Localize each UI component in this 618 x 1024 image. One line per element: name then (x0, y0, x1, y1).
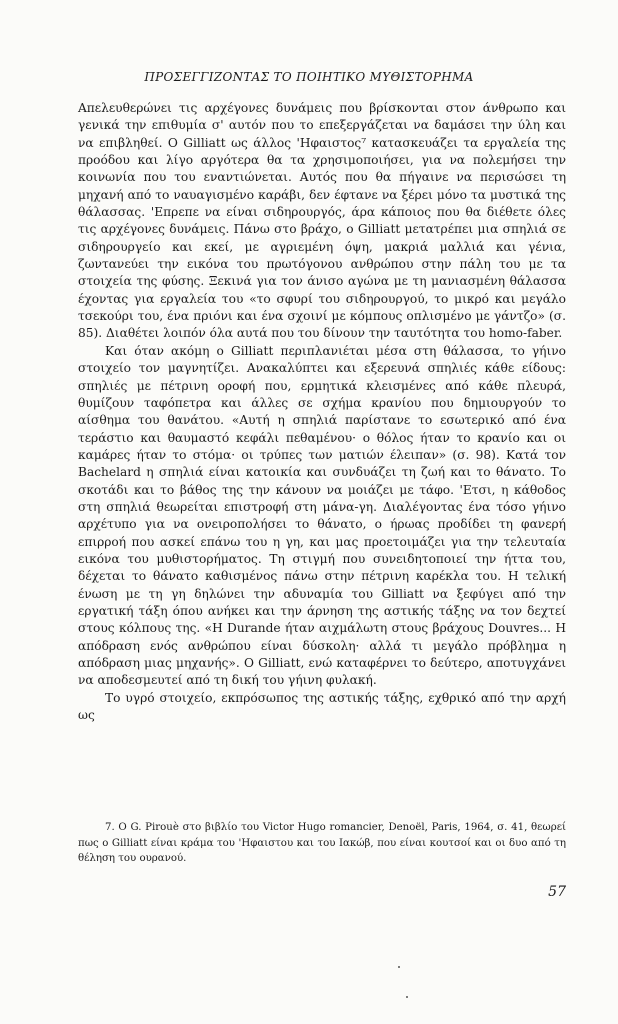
body-text (78, 100, 566, 724)
paragraph-2: Και όταν ακόμη ο Gilliatt περιπλανιέται μέσα στη θάλασσα, το γήινο στοιχείο τον μαγνητίζει. Ανακαλύπτει και εξερευνά σπηλιές κάθε είδους: σπηλιές με πέτρινη οροφή που, ερμητικά κλεισμένες από κάθε πλευρά, θυμίζουν ταφόπετρα και άλλες σε σχήμα κρανίου που δημιουργούν το αίσθημα του θανάτου. «Αυτή η σπηλιά παρίστανε το εσωτερικό από ένα τεράστιο και θαυμαστό κεφάλι πεθαμένου· ο θόλος ήταν το κρανίο και οι καμάρες ήταν το στόμα· οι τρύπες των ματιών έλειπαν» (σ. 98). Κατά τον Bachelard η σπηλιά είναι κατοικία και συνδυάζει τη ζωή και το θάνατο. Το σκοτάδι και το βάθος της την κάνουν να μοιάζει με τάφο. 'Ετσι, η κάθοδος στη σπηλιά θεωρείται επιστροφή στη μάνα-γη. Διαλέγοντας ένα τόσο γήινο αρχέτυπο για να ονειροπολήσει το θάνατο, ο ήρωας προδίδει τη φανερή επιρροή που ασκεί επάνω του η γη, και μας προετοιμάζει για την τελευταία εικόνα του μυθιστορήματος. Τη στιγμή που συνειδητοποιεί την ήττα του, δέχεται το θάνατο καθισμένος πάνω στην πέτρινη καρέκλα του. Η τελική ένωση με τη γη δηλώνει την αδυναμία του Gilliatt να ξεφύγει από την εργατική τάξη όπου ανήκει και την άρνηση της αστικής τάξης να τον δεχτεί στους κόλπους της. «Η Durande ήταν αιχμάλωτη στους βράχους Douvres... Η απόδραση ενός ανθρώπου είναι δύσκολη· αλλά τι μεγάλο πρόβλημα η απόδραση μιας μηχανής». Ο Gilliatt, ενώ καταφέρνει το δεύτερο, αποτυγχάνει να αποδεσμευτεί από τη δική του γήινη φυλακή. (78, 343, 566, 688)
running-header: ΠΡΟΣΕΓΓΙΖΟΝΤΑΣ ΤΟ ΠΟΙΗΤΙΚΟ ΜΥΘΙΣΤΟΡΗΜΑ (144, 70, 474, 84)
page-number: 57 (548, 884, 566, 900)
scan-speck (406, 996, 408, 998)
scan-speck (398, 966, 400, 968)
footnote-7: 7. Ο G. Pirouè στο βιβλίο του Victor Hugo romancier, Denoël, Paris, 1964, σ. 41, θεωρεί πως ο Gilliatt είναι κράμα του 'Ηφαιστου και του Ιακώβ, που είναι κουτσοί και οι δυο από τη θέληση του ουρανού. (78, 822, 566, 864)
paragraph-1: Απελευθερώνει τις αρχέγονες δυνάμεις που βρίσκονται στον άνθρωπο και γενικά την επιθυμία σ' αυτόν που το επεξεργάζεται να δαμάσει την ύλη και να επιβληθεί. Ο Gilliatt ως άλλος 'Ηφαιστος⁷ κατασκευάζει τα εργαλεία της προόδου και λίγο αργότερα θα τα χρησιμοποιήσει, για να πολεμήσει την κοινωνία που του εναντιώνεται. Αυτός που θα πήγαινε να περισώσει τη μηχανή από το ναυαγισμένο καράβι, δεν έφτανε να ξέρει μόνο τα μυστικά της θάλασσας. 'Επρεπε να είναι σιδηρουργός, άρα κάποιος που θα διέθετε όλες τις αρχέγονες δυνάμεις. Πάνω στο βράχο, ο Gilliatt μετατρέπει μια σπηλιά σε σιδηρουργείο και εκεί, με αγριεμένη όψη, μακριά μαλλιά και γένια, ζωντανεύει την εικόνα του πρωτόγονου ανθρώπου στην πάλη του με τα στοιχεία της φύσης. Ξεκινά για τον άνισο αγώνα με τη μανιασμένη θάλασσα έχοντας για εργαλεία του «το σφυρί του σιδηρουργού, το μικρό και μεγάλο τσεκούρι του, ένα πριόνι και ένα σχοινί με κόμπους οπλισμένο με γάντζο» (σ. 85). Διαθέτει λοιπόν όλα αυτά που του δίνουν την ταυτότητα του homo-faber. (78, 101, 566, 341)
paragraph-3: Το υγρό στοιχείο, εκπρόσωπος της αστικής τάξης, εχθρικό από την αρχή ως (78, 690, 566, 723)
